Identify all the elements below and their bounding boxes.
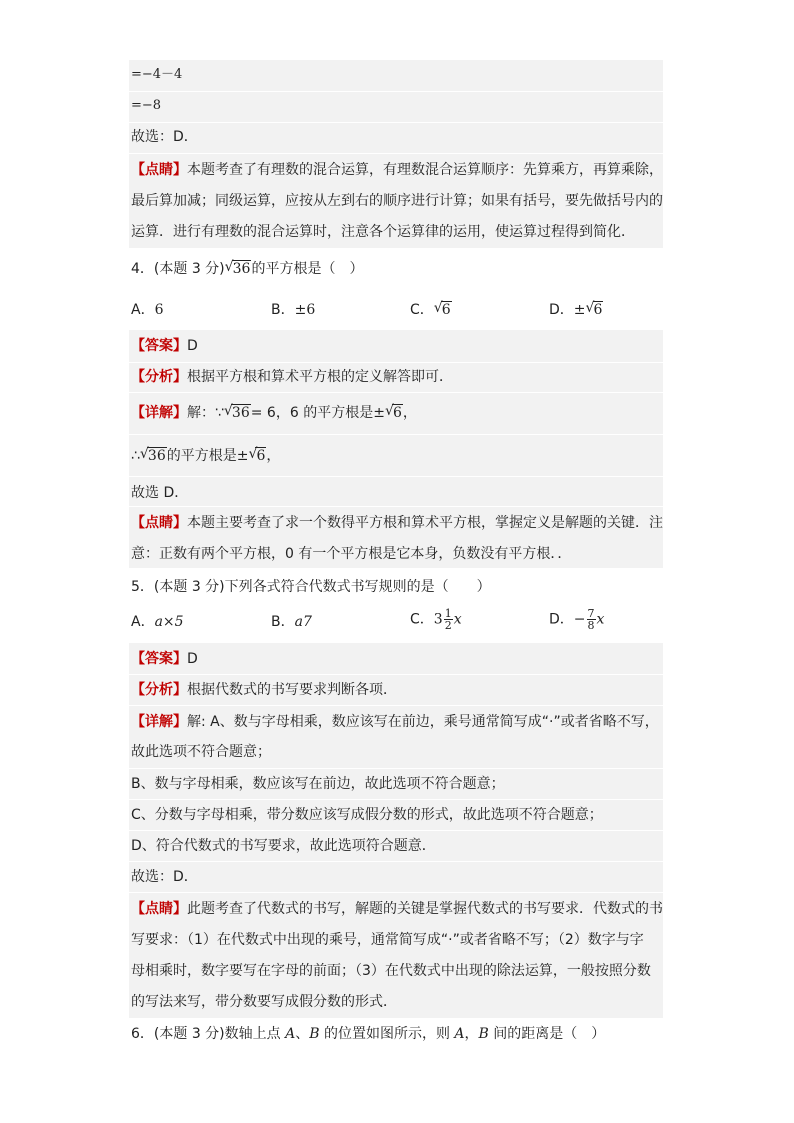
detail-text: ∴ (131, 448, 140, 464)
dianjing-line: 写要求：（1）在代数式中出现的乘号，通常简写成“·”或者省略不写；（2）数字与字 (131, 932, 644, 948)
row-separator (129, 91, 663, 92)
numerator: 1 (444, 607, 452, 620)
option-value: a×5 (154, 614, 184, 630)
variable: x (453, 611, 462, 628)
detail-line (131, 403, 417, 423)
sqrt-symbol: √ (248, 446, 258, 462)
option-label: D． (549, 302, 574, 318)
dianjing-tag: 【点睛】 (131, 162, 187, 178)
detail-text: = 6，6 的平方根是± (250, 405, 385, 421)
point-a: A (454, 1026, 465, 1042)
stem-text: 间的距离是（ ） (488, 1026, 606, 1042)
row-separator (129, 476, 663, 477)
sqrt-symbol: √ (224, 259, 234, 275)
option-d[interactable] (549, 608, 604, 631)
option-label: A． (131, 614, 155, 630)
denominator: 8 (587, 619, 595, 632)
detail-tag: 【详解】 (131, 714, 187, 730)
answer-tag: 【答案】 (131, 651, 187, 667)
numerator: 7 (587, 607, 595, 620)
radicand: 36 (232, 261, 251, 277)
option-value: 6 (154, 302, 164, 318)
answer-value: D (187, 338, 198, 354)
option-c[interactable] (410, 608, 462, 631)
sqrt-symbol: √ (223, 403, 233, 419)
radicand: 6 (441, 302, 451, 318)
dianjing-line: 最后算加减；同级运算，应按从左到右的顺序进行计算；如果有括号，要先做括号内的 (131, 193, 663, 209)
row-separator (129, 705, 663, 706)
option-label: B． (271, 302, 295, 318)
question-number: 4．(本题 3 分) (131, 261, 225, 277)
row-separator (129, 122, 663, 123)
radicand: 6 (593, 302, 603, 318)
radicand: 36 (231, 405, 250, 421)
sqrt-expression (248, 446, 266, 466)
dianjing-line (131, 513, 663, 533)
sqrt-expression (140, 446, 167, 466)
dianjing-line (131, 160, 663, 180)
question-4-options (131, 300, 671, 320)
stem-text: 的位置如图所示，则 (319, 1026, 455, 1042)
calc-line: =−8 (131, 98, 162, 113)
option-d[interactable] (549, 300, 603, 320)
choose-line: 故选：D． (131, 869, 198, 885)
point-a: A (285, 1026, 296, 1042)
radicand: 6 (256, 448, 266, 464)
dianjing-tag: 【点睛】 (131, 901, 187, 917)
option-a[interactable] (131, 300, 164, 320)
sqrt-expression (225, 259, 252, 279)
dianjing-tag: 【点睛】 (131, 515, 187, 531)
dianjing-text: 本题考查了有理数的混合运算，有理数混合运算顺序：先算乘方，再算乘除， (187, 162, 663, 178)
analysis-text: 根据代数式的书写要求判断各项． (187, 682, 397, 698)
point-b: B (309, 1026, 320, 1042)
answer-line (131, 336, 198, 356)
plus-minus: ± (573, 302, 586, 318)
fraction (444, 608, 453, 631)
row-separator (129, 892, 663, 893)
row-separator (129, 861, 663, 862)
row-separator (129, 506, 663, 507)
detail-line: B、数与字母相乘，数应该写在前边，故此选项不符合题意； (131, 776, 505, 792)
fraction (587, 608, 596, 631)
answer-line (131, 649, 198, 669)
dianjing-text: 此题考查了代数式的书写，解题的关键是掌握代数式的书写要求．代数式的书 (187, 901, 663, 917)
row-separator (129, 434, 663, 435)
option-b[interactable] (271, 612, 312, 632)
analysis-line (131, 680, 397, 700)
analysis-tag: 【分析】 (131, 682, 187, 698)
dianjing-line (131, 899, 663, 919)
choose-line: 故选 D． (131, 485, 189, 501)
stem-text: 、 (295, 1026, 310, 1042)
detail-line: D、符合代数式的书写要求，故此选项符合题意． (131, 838, 436, 854)
option-c[interactable] (410, 300, 452, 320)
mixed-number-whole: 3 (433, 611, 443, 628)
sqrt-symbol: √ (139, 446, 149, 462)
detail-text: ， (266, 448, 281, 464)
sqrt-symbol: √ (384, 403, 394, 419)
answer-tag: 【答案】 (131, 338, 187, 354)
sqrt-symbol: √ (585, 300, 595, 316)
row-separator (129, 799, 663, 800)
sqrt-symbol: √ (433, 300, 443, 316)
detail-line (131, 446, 280, 466)
option-label: C． (410, 302, 434, 318)
option-b[interactable] (271, 300, 315, 320)
option-a[interactable] (131, 612, 184, 632)
question-5-stem: 5．(本题 3 分)下列各式符合代数式书写规则的是（ ） (131, 579, 491, 595)
detail-line: C、分数与字母相乘，带分数应该写成假分数的形式，故此选项不符合题意； (131, 807, 603, 823)
dianjing-line: 意：正数有两个平方根，0 有一个平方根是它本身，负数没有平方根．． (131, 546, 572, 562)
option-label: A． (131, 302, 155, 318)
row-separator (129, 362, 663, 363)
answer-value: D (187, 651, 198, 667)
option-value: a7 (294, 614, 312, 630)
option-label: C． (410, 611, 434, 628)
option-value: ±6 (294, 302, 316, 318)
row-separator (129, 768, 663, 769)
dianjing-text: 本题主要考查了求一个数得平方根和算术平方根，掌握定义是解题的关键．注 (187, 515, 663, 531)
row-separator (129, 674, 663, 675)
sqrt-expression (385, 403, 403, 423)
dianjing-line: 母相乘时，数字要写在字母的前面；（3）在代数式中出现的除法运算，一般按照分数 (131, 963, 651, 979)
sqrt-expression (434, 300, 452, 320)
question-6-stem (131, 1024, 605, 1044)
sign: − (573, 611, 586, 628)
sqrt-expression (224, 403, 251, 423)
detail-text: 解: A、数与字母相乘，数应该写在前边，乘号通常简写成“·”或者省略不写， (187, 714, 659, 730)
stem-text: 6．(本题 3 分)数轴上点 (131, 1026, 286, 1042)
analysis-line (131, 367, 453, 387)
point-b: B (478, 1026, 489, 1042)
option-label: D． (549, 611, 574, 628)
analysis-tag: 【分析】 (131, 369, 187, 385)
row-separator (129, 392, 663, 393)
denominator: 2 (444, 619, 452, 632)
sqrt-expression (586, 300, 604, 320)
choose-line: 故选：D． (131, 129, 198, 145)
question-4-stem (131, 259, 363, 279)
dianjing-line: 运算．进行有理数的混合运算时，注意各个运算律的运用，使运算过程得到简化． (131, 224, 635, 240)
detail-text: ， (402, 405, 417, 421)
detail-line (131, 712, 659, 732)
radicand: 36 (147, 448, 166, 464)
detail-text: 解：∵ (187, 405, 224, 421)
detail-tag: 【详解】 (131, 405, 187, 421)
variable: x (596, 611, 605, 628)
dianjing-line: 的写法来写，带分数要写成假分数的形式． (131, 994, 397, 1010)
question-5-options (131, 607, 671, 632)
row-separator (129, 153, 663, 154)
stem-text: 的平方根是（ ） (251, 261, 364, 277)
analysis-text: 根据平方根和算术平方根的定义解答即可． (187, 369, 453, 385)
detail-line: 故此选项不符合题意； (131, 744, 271, 760)
calc-line: =−4－4 (131, 67, 183, 82)
stem-text: ， (464, 1026, 479, 1042)
detail-text: 的平方根是± (166, 448, 249, 464)
solution-block-q3 (129, 60, 663, 248)
row-separator (129, 830, 663, 831)
radicand: 6 (392, 405, 402, 421)
option-label: B． (271, 614, 295, 630)
